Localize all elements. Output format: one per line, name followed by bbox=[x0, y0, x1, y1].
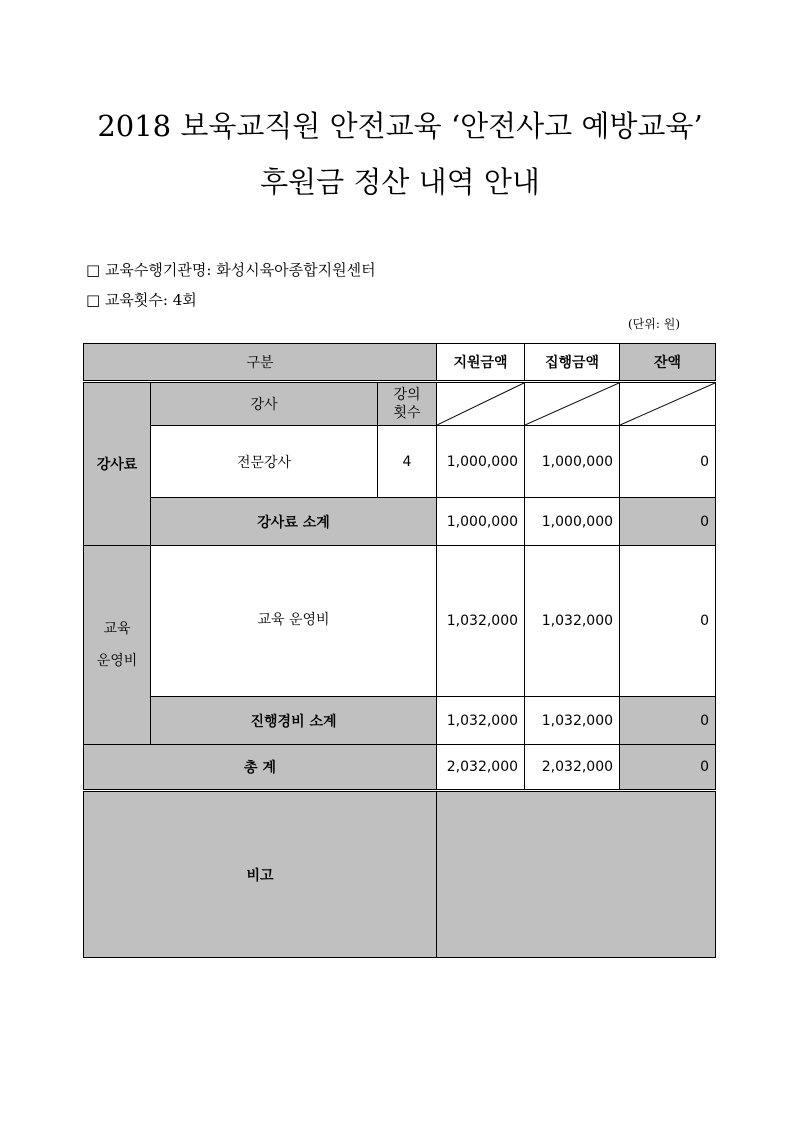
table-row bbox=[84, 546, 716, 697]
operation-cost-label: 교육 운영비 bbox=[151, 546, 437, 697]
document-title-line1: 2018 보육교직원 안전교육 ‘안전사고 예방교육’ bbox=[97, 109, 703, 143]
total-label: 총 계 bbox=[84, 745, 437, 791]
lecture-subtotal-executed: 1,000,000 bbox=[525, 498, 620, 546]
header-category: 구분 bbox=[84, 344, 437, 382]
lecture-subheader-row bbox=[84, 382, 716, 426]
lecture-count: 4 bbox=[378, 426, 437, 498]
total-balance: 0 bbox=[620, 745, 716, 791]
header-executed-amount: 집행금액 bbox=[525, 344, 620, 382]
subheader-lecture-count: 강의 횟수 bbox=[378, 382, 437, 426]
lecture-subtotal-label: 강사료 소계 bbox=[151, 498, 437, 546]
header-balance: 잔액 bbox=[620, 344, 716, 382]
empty-slash-cell bbox=[437, 382, 525, 426]
remarks-label: 비고 bbox=[84, 791, 437, 958]
operation-subtotal-balance: 0 bbox=[620, 697, 716, 745]
instructor-type: 전문강사 bbox=[151, 426, 378, 498]
session-count: □ 교육횟수: 4회 bbox=[86, 291, 197, 309]
remarks-value bbox=[437, 791, 716, 958]
operation-group-label: 교육 운영비 bbox=[84, 546, 151, 745]
table-header-row bbox=[84, 344, 716, 382]
operation-subtotal-executed: 1,032,000 bbox=[525, 697, 620, 745]
operation-subtotal-label: 진행경비 소계 bbox=[151, 697, 437, 745]
subheader-instructor: 강사 bbox=[151, 382, 378, 426]
unit-label: (단위: 원) bbox=[628, 317, 680, 331]
lecture-subtotal-support: 1,000,000 bbox=[437, 498, 525, 546]
header-support-amount: 지원금액 bbox=[437, 344, 525, 382]
lecture-group-label: 강사료 bbox=[84, 382, 151, 546]
document-title-line2: 후원금 정산 내역 안내 bbox=[260, 165, 540, 199]
total-support: 2,032,000 bbox=[437, 745, 525, 791]
operation-balance: 0 bbox=[620, 546, 716, 697]
lecture-executed-amount: 1,000,000 bbox=[525, 426, 620, 498]
institution-name: □ 교육수행기관명: 화성시육아종합지원센터 bbox=[86, 261, 376, 279]
empty-slash-cell bbox=[525, 382, 620, 426]
remarks-row bbox=[84, 791, 716, 958]
operation-executed-amount: 1,032,000 bbox=[525, 546, 620, 697]
settlement-table bbox=[83, 343, 716, 958]
table-row bbox=[84, 426, 716, 498]
operation-support-amount: 1,032,000 bbox=[437, 546, 525, 697]
total-executed: 2,032,000 bbox=[525, 745, 620, 791]
operation-subtotal-support: 1,032,000 bbox=[437, 697, 525, 745]
lecture-support-amount: 1,000,000 bbox=[437, 426, 525, 498]
operation-subtotal-row bbox=[84, 697, 716, 745]
total-row bbox=[84, 745, 716, 791]
empty-slash-cell bbox=[620, 382, 716, 426]
lecture-subtotal-row bbox=[84, 498, 716, 546]
lecture-subtotal-balance: 0 bbox=[620, 498, 716, 546]
lecture-balance: 0 bbox=[620, 426, 716, 498]
